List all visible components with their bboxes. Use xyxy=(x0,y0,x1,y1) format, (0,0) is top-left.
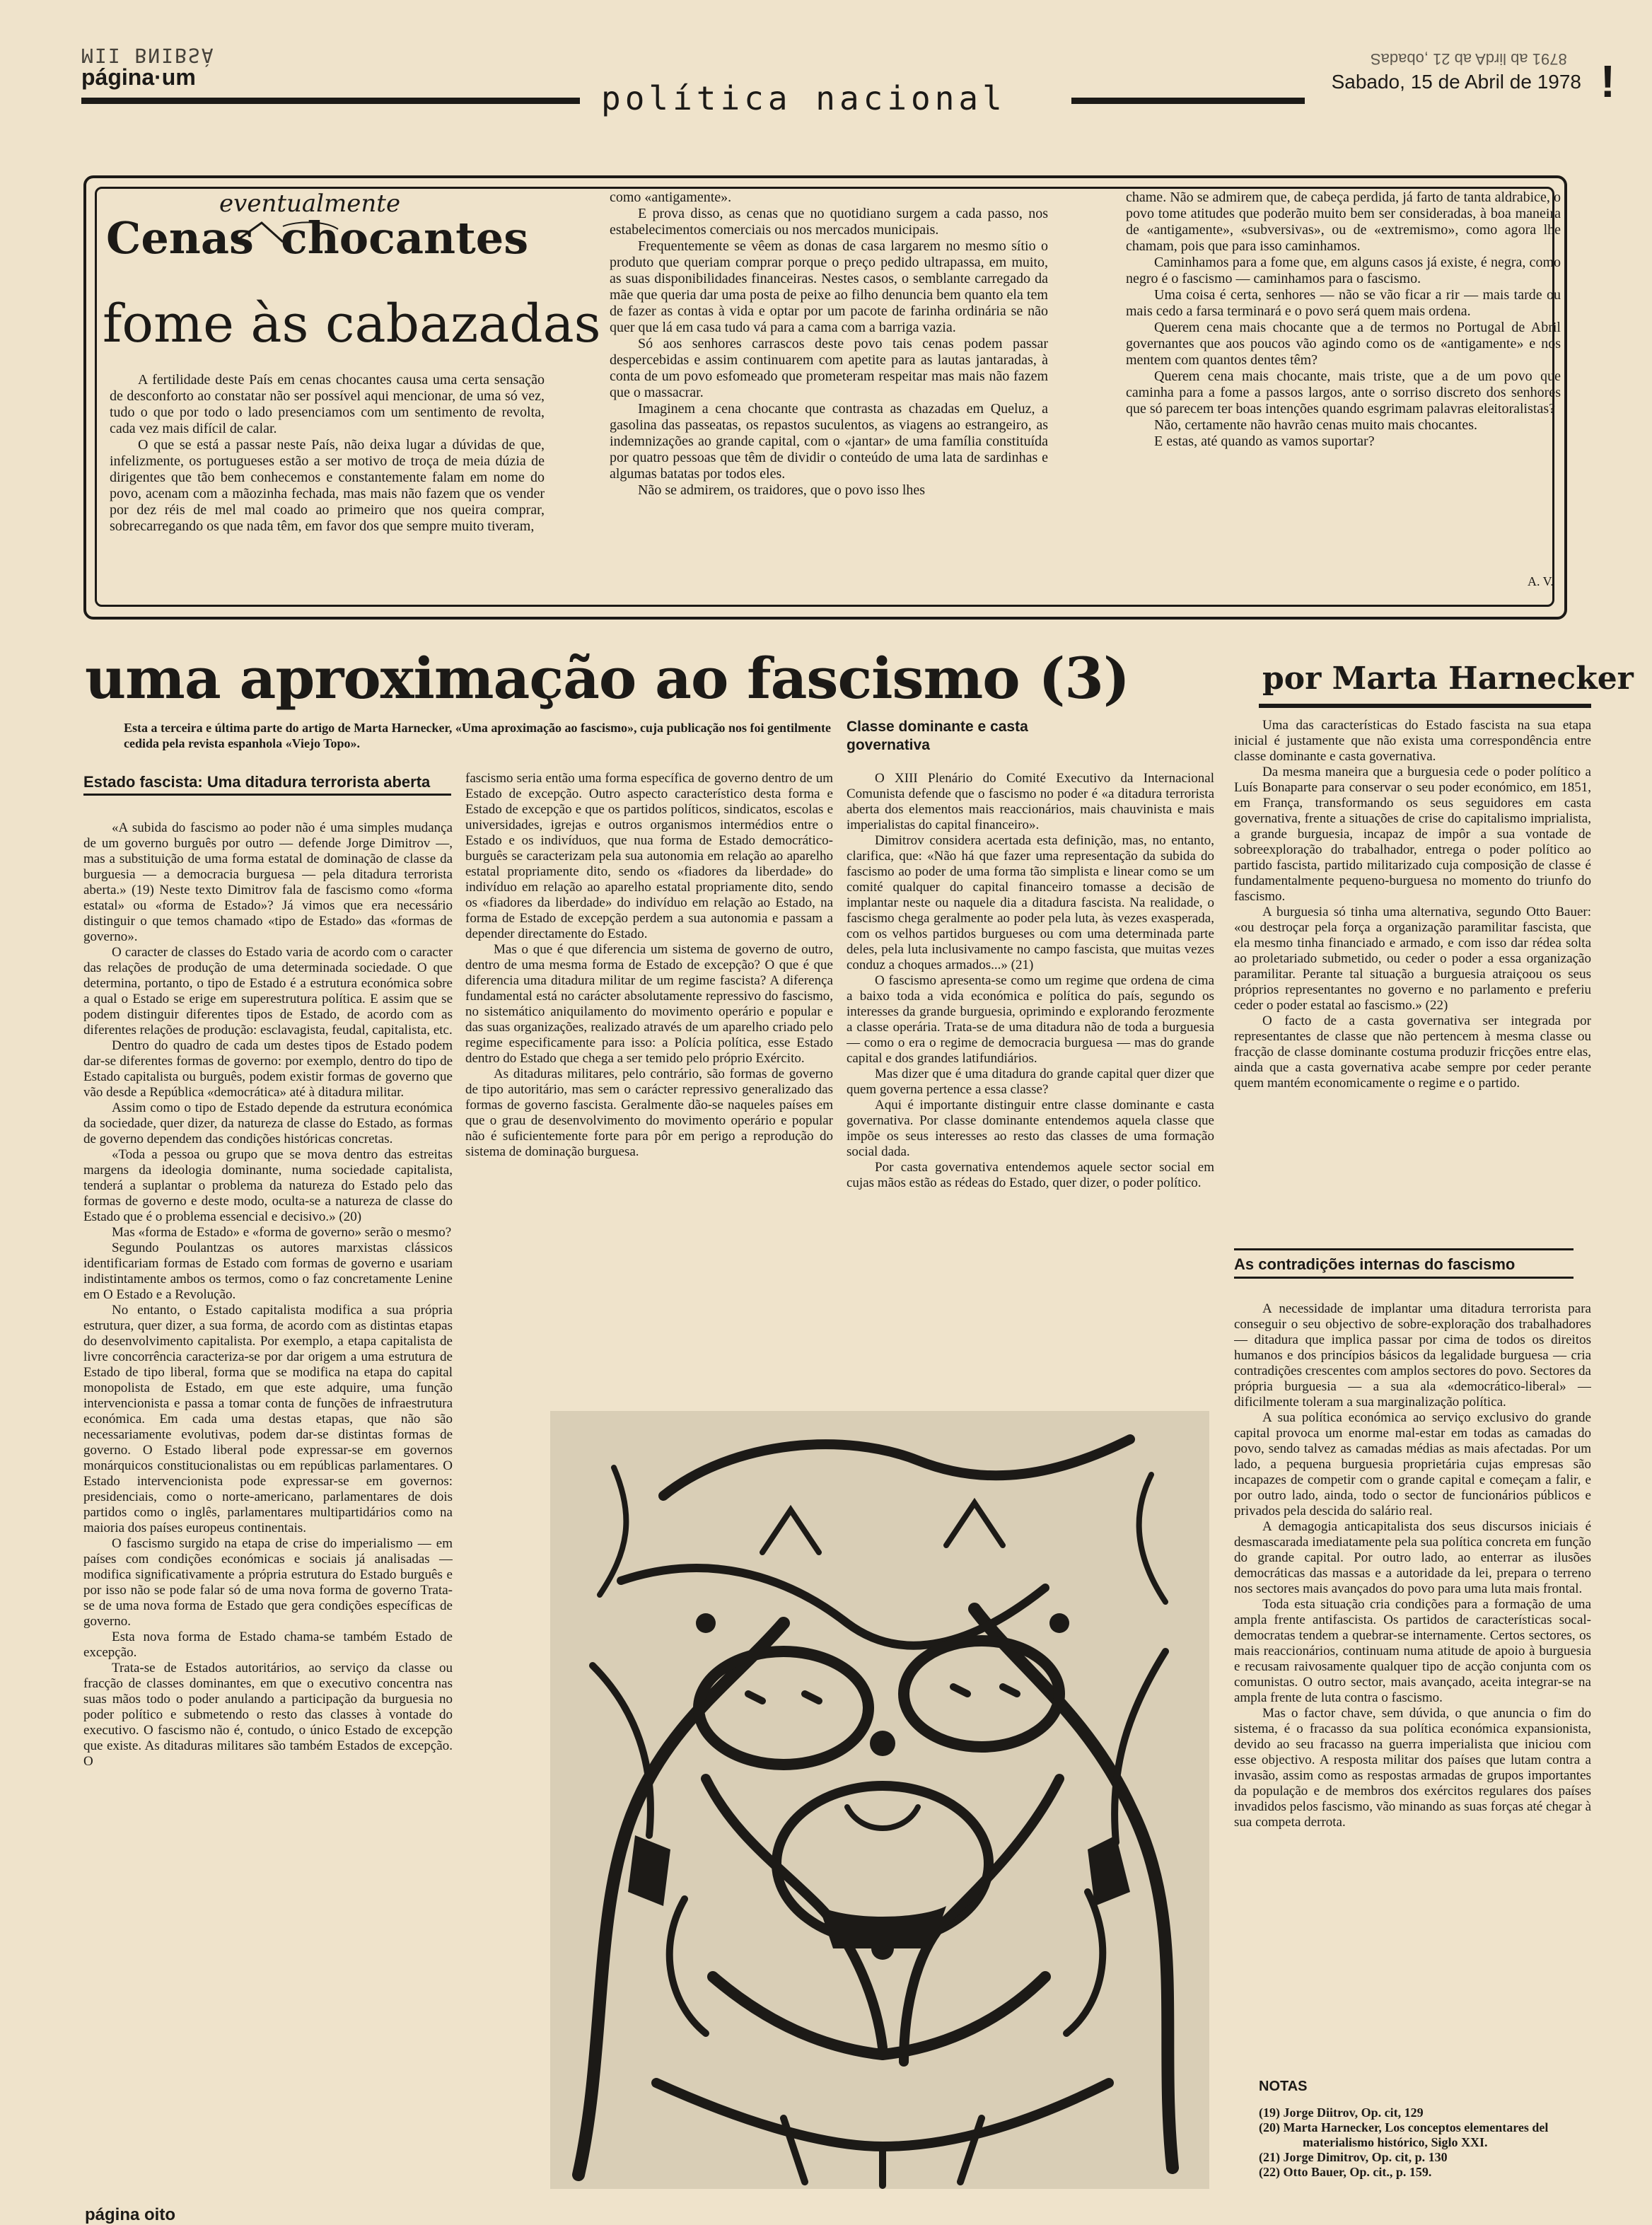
paragraph: As ditaduras militares, pelo contrário, são formas de governo de tipo autoritário, mas sem o carácter repressivo generalizado das formas de governo fascista. Geralmente dão-se naqueles países em que o grau de desenvolvimento do movimento operário e popular não é suficientemente forte para pôr em perigo a reprodução do sistema de dominação burguesa. xyxy=(465,1067,833,1159)
paragraph: Uma coisa é certa, senhores — não se vão ficar a rir — mais tarde ou mais cedo a farsa terminará e o povo será quem mais ordena. xyxy=(1126,287,1561,319)
paragraph: A fertilidade deste País em cenas chocantes causa uma certa sensação de desconforto ao constatar não ser possível aqui mencionar, de uma só vez, tudo o que por todo o lado presenciamos com um sentimento de revolta, cada vez mais difícil de calar. xyxy=(110,372,545,436)
paragraph: A demagogia anticapitalista dos seus discursos iniciais é desmascarada imediatamente pela sua política concreta em função do grande capital. Por outro lado, ao enterrar as ilusões democráticas das massas e a autoridade da lei, prepara o terreno nos sectores mais avançados do povo para uma luta mais frontal. xyxy=(1234,1519,1591,1596)
paragraph: No entanto, o Estado capitalista modifica a sua própria estrutura, quer dizer, a sua forma, de acordo com as distintas etapas do desenvolvimento capitalista. Por exemplo, a etapa capitalista de livre concorrência caracteriza-se por dar origem a uma estrutura de Estado de tipo liberal, forma que se modifica na etapa do capital monopolista de Estado, em que este adquire, uma função intervencionista e passa a tomar conta de funções de infraestrutura económica. Em cada uma destas etapas, que não são necessariamente evolutivas, podem dar-se distintas formas de governo. O Estado liberal pode expressar-se em governos monárquicos constitucionalistas ou em repúblicas parlamentares. O Estado intervencionista pode expressar-se em governos: presidenciais, como o norte-americano, parlamentares de dois partidos como o inglês, parlamentares multipartidários como na maioria dos países europeus continentais. xyxy=(83,1303,453,1535)
article-column-4-bottom xyxy=(1234,1301,1591,2072)
article-column-3 xyxy=(847,771,1214,1393)
issue-date: Sabado, 15 de Abril de 1978 xyxy=(1331,71,1581,93)
paragraph: O fascismo surgido na etapa de crise do imperialismo — em países com condições económicas e sociais já analisadas — modifica significativamente a própria estrutura do Estado burguês e por isso não se pode falar só de uma nova forma de governo Trata-se de uma nova forma de Estado que gera condições específicas de governo. xyxy=(83,1536,453,1629)
exclamation-mark: ! xyxy=(1600,56,1615,107)
article-column-2 xyxy=(465,771,833,1393)
paragraph: Trata-se de Estados autoritários, ao serviço da classe ou fracção de classes dominantes, em que o executivo concentra nas suas mãos todo o poder anulando a participação da burguesia no poder político e submetendo o resto das classes à vontade do executivo. O fascismo não é, contudo, o único Estado de excepção que existe. As ditaduras militares são também Estados de excepção. O xyxy=(83,1661,453,1769)
box-subtitle: fome às cabazadas xyxy=(103,294,601,354)
paragraph: Dentro do quadro de cada um destes tipos de Estado podem dar-se diferentes formas de governo: por exemplo, dentro do tipo de Estado capitalista ou burguês, podem existir formas de governo que vão desde a República «democrática» até à ditadura militar. xyxy=(83,1038,453,1100)
note-item: (19) Jorge Diitrov, Op. cit, 129 xyxy=(1259,2105,1424,2120)
paragraph: como «antigamente». xyxy=(610,190,732,205)
box-column-2 xyxy=(610,190,1048,593)
paragraph: O caracter de classes do Estado varia de acordo com o caracter das relações de produção de uma determinada sociedade. O que determina, portanto, o tipo de Estado é a estrutura económica sobre a qual o Estado se erige em superestrutura política. E assim que se podem distinguir diferentes tipos de Estado, de acordo com as diferentes relações de produção: esclavagista, feudal, capitalista, etc. xyxy=(83,945,453,1038)
note-item: (20) Marta Harnecker, Los conceptos elementares del materialismo histórico, Siglo XXI. xyxy=(1259,2120,1549,2149)
paragraph: Mas o que é que diferencia um sistema de governo de outro, dentro de uma mesma forma de Estado de excepção? O que é que diferencia uma ditadura militar de um regime fascista? A diferença fundamental está no carácter absolutamente repressivo do fascismo, no sistemático aniquilamento do movimento operário e popular e das suas organizações, realizado através de um aparelho criado pelo regime especificamente para isso: a Polícia política, esse Estado dentro do Estado que chega a ser temido pelo próprio Exército. xyxy=(465,942,833,1066)
box-title-word2: chocantes xyxy=(280,212,529,264)
byline-rule xyxy=(1259,704,1591,708)
paragraph: O fascismo apresenta-se como um regime que ordena de cima a baixo toda a vida económica e política do país, segundo os interesses da grande burguesia, oprimindo e explorando ferozmente a classe operária. Trata-se de uma ditadura não de toda a burguesia — como o era o regime de democracia burguesa — mas do grande capital e dos grandes latifundiários. xyxy=(847,973,1214,1066)
box-title-word1: Cenas xyxy=(106,212,254,264)
paragraph: Não se admirem, os traidores, que o povo isso lhes xyxy=(638,482,926,498)
paragraph: A sua política económica ao serviço exclusivo do grande capital provoca um enorme mal-estar em todas as camadas do povo, sendo talvez as camadas médias as mais afectadas. Por um lado, a pequena burguesia proprietária cujas empresas são incapazes de competir com o grande capital e começam a falir, e por outro lado, ainda, todo o sector de funcionários públicos e privados pela descida do salário real. xyxy=(1234,1410,1591,1518)
notes-section xyxy=(1259,2079,1598,2180)
section-title: política nacional xyxy=(601,79,1006,117)
paragraph: Mas «forma de Estado» e «forma de governo» serão o mesmo? xyxy=(112,1225,452,1240)
paragraph: Da mesma maneira que a burguesia cede o poder político a Luís Bonaparte para conservar o seu poder económico, em 1851, em França, transformando os seus seguidores em casta governativa, frente a situações de crise do capitalismo imprialista, a grande burguesia, incapaz de impôr a sua vontade de sobreexploração do trabalhador, entrega o poder político ao partido fascista, partido militarizado cuja composição de classe é fundamentalmente pequeno-burguesa no momento do triunfo do fascismo. xyxy=(1234,765,1591,904)
paragraph: Imaginem a cena chocante que contrasta as chazadas em Queluz, a gasolina das passeatas, os repastos suculentos, as viagens ao estrangeiro, as indemnizações ao grande capital, com o «jantar» de uma família constituída por quatro pessoas que têm de dividir o conteúdo de uma lata de sardinhas e algumas batatas por todos eles. xyxy=(610,401,1048,482)
article-column-1 xyxy=(83,820,453,2203)
handwritten-insert: eventualmente xyxy=(219,190,401,218)
masthead-rule-left xyxy=(81,98,580,104)
article-headline: uma aproximação ao fascismo (3) xyxy=(85,645,1129,711)
paragraph: Frequentemente se vêem as donas de casa largarem no mesmo sítio o produto que queriam comprar porque o preço pedido ultrapassa, em muito, as suas disponibilidades financeiras. Nestes casos, o semblante carregado da mãe que queria dar uma posta de peixe ao filho denuncia bem quanto ela tem de fazer as contas à vida e optar por um pacote de farinha ordinária se não quer que lá em casa tudo vá para a cama com a barriga vazia. xyxy=(610,238,1048,335)
paragraph: A necessidade de implantar uma ditadura terrorista para conseguir o seu objectivo de sobre-exploração dos trabalhadores — ditadura que implica passar por cima de todos os direitos humanos e dos princípios básicos da legalidade burguesa — cria contradições crescentes com amplos sectores do povo. Sectores da própria burguesia — a sua ala «democrático-liberal» — dificilmente toleram a sua marginalização política. xyxy=(1234,1301,1591,1410)
masthead-left xyxy=(81,44,251,91)
paragraph: O que se está a passar neste País, não deixa lugar a dúvidas de que, infelizmente, os portugueses estão a ser motivo de troça de meia dúzia de dirigentes que tão bem conhecemos e constantemente falam em nome do povo, acenam com a mãozinha fechada, mas mais não fazem que os vender por dez réis de mel mal coado ao primeiro que nos queira comprar, sobrecarregando os que nada têm, em favor dos que sempre muito tiveram, xyxy=(110,437,545,534)
paragraph: Mas dizer que é uma ditadura do grande capital quer dizer que quem governa pertence a essa classe? xyxy=(847,1067,1214,1097)
box-column-1 xyxy=(110,372,545,598)
paragraph: Querem cena mais chocante que a de termos no Portugal de Abril governantes que aos poucos vão agindo como os de «antigamente» e nos mentem com quantos dentes têm? xyxy=(1126,320,1561,368)
page-footer: página oito xyxy=(85,2205,175,2224)
paragraph: Segundo Poulantzas os autores marxistas clássicos identificariam formas de Estado com formas de governo e usariam indistintamente ambos os termos, como o faz concretamente Lenine em O Estado e a Revolução. xyxy=(83,1241,453,1302)
paragraph: E estas, até quando as vamos suportar? xyxy=(1154,434,1375,449)
paragraph: Dimitrov considera acertada esta definição, mas, no entanto, clarifica, que: «Não há que fazer uma representação da subida do fascismo ao poder de uma forma tão simplista e linear como se um comité qualquer do capital financeiro tomasse a decisão de implantar neste ou naquele dia a ditadura fascista. Na realidade, o fascismo chega geralmente ao poder pela luta, às vezes exasperada, com os velhos partidos burgueses ou com uma determinada parte deles, pela luta inclusivamente no campo fascista, que muitas vezes conduz a choques armados...» (21) xyxy=(847,833,1214,972)
paragraph: Aqui é importante distinguir entre classe dominante e casta governativa. Por classe dominante entendemos aquela classe que impõe os seus interesses ao resto das classes de uma formação social dada. xyxy=(847,1098,1214,1159)
subheading-estado-fascista: Estado fascista: Uma ditadura terrorista aberta xyxy=(83,773,451,796)
woodcut-illustration xyxy=(550,1411,1209,2189)
subheading-contradicoes: As contradições internas do fascismo xyxy=(1234,1248,1574,1279)
paragraph: A burguesia só tinha uma alternativa, segundo Otto Bauer: «ou destroçar pela força a organização paramilitar fascista, que ela mesmo tinha financiado e armado, e com isso dar rédea solta ao proletariado submetido, ou ceder o poder a essa organização paramilitar. Perante tal situação a burguesia atraiçoou os seus próprios representantes no governo e no parlamento e preferiu ceder o poder estatal ao fascismo.» (22) xyxy=(1234,905,1591,1013)
paragraph: Uma das características do Estado fascista na sua etapa inicial é justamente que não exista uma correspondência entre classe dominante e casta governativa. xyxy=(1234,718,1591,764)
article-column-4-top xyxy=(1234,718,1591,1241)
box-title xyxy=(106,212,528,264)
paragraph: Caminhamos para a fome que, em alguns casos já existe, é negra, como negro é o fascismo — caminhamos para o fascismo. xyxy=(1126,255,1561,286)
paragraph: «A subida do fascismo ao poder não é uma simples mudança de um governo burguês por outro — defende Jorge Dimitrov —, mas a substituição de uma forma estatal de dominação de classe da burguesia — a democracia burguesa — pela ditadura terrorista aberta.» (19) Neste texto Dimitrov fala de fascismo como «forma estatal» ou «forma de Estado»? Já vimos que era necessário distinguir o que temos chamado «tipo de Estado» das «formas de governo». xyxy=(83,820,453,944)
paragraph: Não, certamente não havrão cenas muito mais chocantes. xyxy=(1154,417,1478,433)
paragraph: Mas o factor chave, sem dúvida, o que anuncia o fim do sistema, é o fracasso da sua política económica expansionista, devido ao seu fracasso na guerra imperialista que iniciou com esse objectivo. A resposta militar dos países que lutam contra a invasão, assim como as respostas armadas de grupos importantes da população e de membros dos exércitos regulares dos países invadidos pelos fascismo, vão minando as suas forças até chegar à sua competa derrota. xyxy=(1234,1706,1591,1830)
paragraph: Só aos senhores carrascos deste povo tais cenas podem passar despercebidas e assim continuarem com apetite para as lautas jantaradas, à conta de um povo esfomeado que prometeram respeitar mas mais não fazem que o massacrar. xyxy=(610,336,1048,400)
paragraph: Assim como o tipo de Estado depende da estrutura económica da sociedade, quer dizer, da natureza de classe do Estado, as formas de governo dependem das condições históricas concretas. xyxy=(83,1100,453,1146)
paragraph: Esta nova forma de Estado chama-se também Estado de excepção. xyxy=(83,1629,453,1660)
note-item: (22) Otto Bauer, Op. cit., p. 159. xyxy=(1259,2165,1432,2179)
paragraph: «Toda a pessoa ou grupo que se mova dentro das estreitas margens da ideologia dominante, numa sociedade capitalista, tenderá a suplantar o problema da natureza do Estado pelo das formas de governo e deste modo, oculta-se a natureza de classe do Estado que é o problema essencial e decisivo.» (20) xyxy=(83,1147,453,1224)
paragraph: E prova disso, as cenas que no quotidiano surgem a cada passo, nos estabelecimentos comerciais ou nos mercados municipais. xyxy=(610,206,1048,238)
page-label: página·um xyxy=(81,64,196,90)
paragraph: O facto de a casta governativa ser integrada por representantes de classe que não pertencem à mesma classe ou fracção de classe dominante costuma produzir fricções entre elas, ainda que a casta governativa acabe sempre por ceder perante quem mantém economicamente o regime e o partido. xyxy=(1234,1013,1591,1091)
box-column-3 xyxy=(1126,190,1561,571)
notes-heading: NOTAS xyxy=(1259,2079,1308,2094)
masthead-rule-right xyxy=(1071,98,1305,104)
paragraph: fascismo seria então uma forma específica de governo dentro de um Estado de excepção. Outro aspecto característico desta forma e Estado de excepção e que os partidos políticos, sindicatos, escolas e universidades, igrejas e outros organismos intermédios entre o Estado e os indivíduos, que nua forma de Estado democrático-burguês se caracterizam pela sua autonomia em relação ao aparelho estatal propriamente dito, sendo os «fiadores da liberdade» do indivíduo em relação ao aparelho estatal propriamente dito, sendo os «fiadores da liberdade» do indivíduo em relação ao Estado, na forma de Estado de excepção perdem a sua autonomia e passam a depender directamente do Estado. xyxy=(465,771,833,941)
paragraph: Toda esta situação cria condições para a formação de uma ampla frente antifascista. Os partidos de características socal-democratas tendem a quebrar-se internamente. Certos sectores, os mais reaccionários, continuam numa atitude de apoio à burguesia e recusam raivosamente qualquer tipo de acção conjunta com os comunistas. O outro sector, mais avançado, aceita integrar-se na ampla frente de luta contra o fascismo. xyxy=(1234,1597,1591,1705)
subheading-classe-dominante: Classe dominante e casta governativa xyxy=(847,719,1028,753)
paragraph: chame. Não se admirem que, de cabeça perdida, já farto de tanta aldrabice, o povo tome atitudes que poderão muito bem ser consideradas, à boa maneira de «antigamente», «subversivas», ou de «extremismo», como agora lhe chamam, pois que para isso caminhamos. xyxy=(1126,190,1561,254)
signature: A. V. xyxy=(1528,574,1554,588)
mirrored-date-bleed: 8791 ab lirdA ab 21 ,obadaS xyxy=(1371,50,1567,68)
paragraph: Por casta governativa entendemos aquele sector social em cujas mãos estão as rédeas do Estado, quer dizer, o poder político. xyxy=(847,1160,1214,1190)
note-item: (21) Jorge Dimitrov, Op. cit, p. 130 xyxy=(1259,2150,1448,2164)
mirrored-bleed-text: MII BNIBSÀ xyxy=(81,44,215,67)
paragraph: Querem cena mais chocante, mais triste, que a de um povo que caminha para a fome a passos largos, ante o sorriso discreto dos senhores que só parecem ter boas intenções quando esgrimam palavras eleitoralistas? xyxy=(1126,368,1561,417)
paragraph: O XIII Plenário do Comité Executivo da Internacional Comunista defende que o fascismo no poder é «a ditadura terrorista aberta dos elementos mais reaccionários, mais chauvinista e mais imperialistas do capital financeiro». xyxy=(847,771,1214,832)
byline: por Marta Harnecker xyxy=(1262,661,1634,697)
article-intro: Esta a terceira e última parte do artigo de Marta Harnecker, «Uma aproximação ao fascismo», cuja publicação nos foi gentilmente cedida pela revista espanhola «Viejo Topo». xyxy=(124,721,832,750)
